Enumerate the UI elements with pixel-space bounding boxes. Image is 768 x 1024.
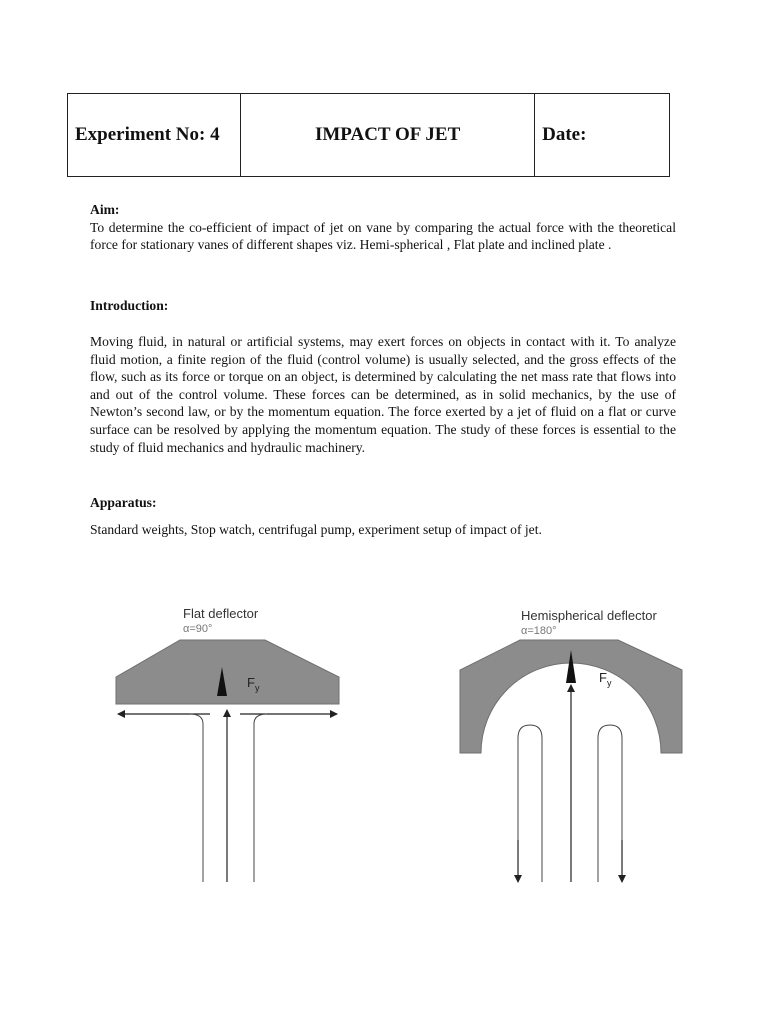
introduction-heading: Introduction: <box>90 298 169 313</box>
flat-jet-right-boundary <box>254 714 267 882</box>
hemi-deflector-angle: α=180° <box>521 625 557 637</box>
hemi-left-uturn <box>518 725 542 882</box>
experiment-number: Experiment No: 4 <box>68 94 241 177</box>
aim-text: To determine the co-efficient of impact of jet on vane by comparing the actual force with the theoretical force for stationary vanes of different shapes viz. Hemi-spherical , Flat plate and inclined plate . <box>90 219 676 253</box>
hemi-force-label <box>599 670 612 688</box>
aim-section <box>90 201 676 254</box>
flat-deflector-plate <box>116 640 339 704</box>
flat-deflector-angle: α=90° <box>183 623 213 635</box>
introduction-section <box>90 333 676 456</box>
header-row <box>68 94 670 177</box>
deflector-diagram <box>0 590 768 900</box>
flat-force-symbol: F <box>247 675 255 690</box>
header-table <box>67 93 670 177</box>
hemi-deflector-title: Hemispherical deflector <box>521 608 657 623</box>
flat-force-subscript: y <box>254 683 260 693</box>
hemi-force-symbol: F <box>599 670 607 685</box>
introduction-heading-section <box>90 297 676 315</box>
experiment-title: IMPACT OF JET <box>241 94 535 177</box>
flat-jet-left-boundary <box>190 714 203 882</box>
deflector-figure <box>0 590 768 900</box>
hemi-force-subscript: y <box>606 678 612 688</box>
apparatus-text: Standard weights, Stop watch, centrifugal pump, experiment setup of impact of jet. <box>90 522 542 537</box>
apparatus-section <box>90 521 676 539</box>
apparatus-heading: Apparatus: <box>90 495 157 510</box>
introduction-text: Moving fluid, in natural or artificial systems, may exert forces on objects in contact with it. To analyze fluid motion, a finite region of the fluid (control volume) is usually selected, and the gross effects of the flow, such as its force or torque on an object, is determined by calculating the net mass rate that flows into and out of the control volume. These forces can be determined, as in solid mechanics, by the use of Newton’s second law, or by the momentum equation. The force exerted by a jet of fluid on a flat or curve surface can be resolved by applying the momentum equation. The study of these forces is essential to the study of fluid mechanics and hydraulic machinery. <box>90 334 676 455</box>
hemi-right-uturn <box>598 725 622 882</box>
apparatus-heading-section <box>90 494 676 512</box>
aim-heading: Aim: <box>90 202 120 217</box>
flat-deflector-title: Flat deflector <box>183 606 259 621</box>
date-label: Date: <box>535 94 670 177</box>
